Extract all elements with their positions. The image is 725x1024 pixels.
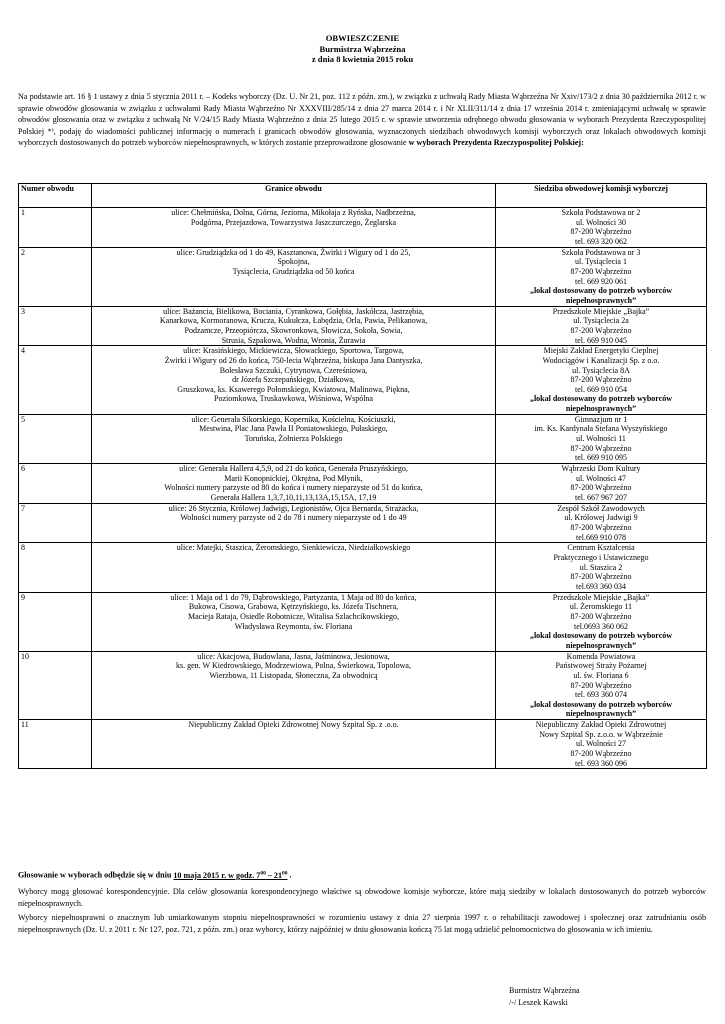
bounds-line: Bolesława Szczuki, Cytrynowa, Czereśniowa, [219, 365, 368, 375]
bounds-line: ulice: Generała Hallera 4,5,9, od 21 do końca, Generała Pruszyńskiego, [179, 464, 408, 474]
bounds-line: ulice: Akacjowa, Budowlana, Jasna, Jaśminowa, Jesionowa, [197, 651, 390, 661]
table-row [19, 651, 707, 720]
bounds-line: Niepubliczny Zakład Opieki Zdrowotnej Nowy Szpital Sp. z .o.o. [188, 720, 399, 730]
voting-dash: – 21 [265, 870, 282, 880]
seat-line: 87-200 Wąbrzeźno [570, 749, 632, 759]
seat-line: 87-200 Wąbrzeźno [570, 443, 632, 453]
table-row [19, 346, 707, 415]
notice-issuer: Burmistrza Wąbrzeźna [319, 43, 406, 54]
commission-seat [496, 414, 707, 463]
bounds-line: Toruńska, Żołnierza Polskiego [244, 434, 343, 444]
seat-line: tel.0693 360 062 [574, 621, 628, 631]
district-number: 5 [19, 414, 92, 463]
seat-line: ul. Staszica 2 [579, 562, 623, 572]
accessible-venue-note: „lokal dostosowany do potrzeb wyborców niepełnosprawnych” [529, 699, 673, 719]
bounds-line: Podzamcze, Przeopiórcza, Skowronkowa, Słowicza, Sokoła, Sowia, [184, 325, 403, 335]
seat-line: 87-200 Wąbrzeźno [570, 227, 632, 237]
seat-line: Przedszkole Miejskie „Bajka” [552, 592, 650, 602]
district-bounds [92, 543, 496, 592]
district-number: 7 [19, 503, 92, 543]
seat-line: ul. Wolności 27 [575, 739, 627, 749]
bounds-line: ulice: Bażancia, Bielikowa, Bociania, Cyrankowa, Gołębia, Jaskółcza, Jastrzębia, [163, 306, 424, 316]
bounds-line: ulice: Grudziądzka od 1 do 49, Kasztanowa, Żwirki i Wigury od 1 do 25, [176, 247, 411, 257]
bounds-line: ulice: 1 Maja od 1 do 79, Dąbrowskiego, Partyzanta, 1 Maja od 80 do końca, [170, 592, 417, 602]
table-row [19, 592, 707, 651]
seat-line: 87-200 Wąbrzeźno [570, 266, 632, 276]
bounds-line: ulice: 26 Stycznia, Królowej Jadwigi, Legionistów, Ojca Bernarda, Strażacka, [168, 503, 419, 513]
seat-line: tel.669 910 078 [576, 532, 626, 542]
district-bounds [92, 346, 496, 415]
district-bounds [92, 414, 496, 463]
seat-line: Komenda Powiatowa [566, 651, 636, 661]
voting-suffix: . [287, 870, 292, 880]
bounds-line: Marii Konopnickiej, Okrężna, Pod Młynik, [224, 473, 363, 483]
seat-line: Wąbrzeski Dom Kultury [561, 464, 641, 474]
table-row [19, 208, 707, 248]
signature-title: Burmistrz Wąbrzeźna [509, 986, 580, 995]
bounds-line: Mestwina, Plac Jana Pawła II Poniatowskiego, Pułaskiego, [199, 424, 388, 434]
table-row [19, 543, 707, 592]
bounds-line: ulice: Generała Sikorskiego, Kopernika, Kościelna, Kościuszki, [191, 414, 396, 424]
commission-seat [496, 543, 707, 592]
note-paragraph: Wyborcy niepełnosprawni o znacznym lub umiarkowanym stopniu niepełnosprawności w rozumieniu ustawy z dnia 27 sierpnia 1997 r. o rehabilitacji zawodowej i społecznej oraz zatrudnianiu osób niepełnosprawnych (Dz. U. z 2011 r. Nr 127, poz. 721, z późn. zm.) oraz wyborcy, którzy najpóźniej w dniu głosowania kończą 75 lat mogą udzielić pełnomocnictwa do głosowania w ich imieniu. [18, 913, 706, 934]
seat-line: Nowy Szpital Sp. z.o.o. w Wąbrzeźnie [539, 729, 663, 739]
bounds-line: Bukowa, Cisowa, Grabowa, Kętrzyńskiego, ks. Józefa Tischnera, [188, 602, 399, 612]
district-number: 2 [19, 247, 92, 306]
seat-line: im. Ks. Kardynała Stefana Wyszyńskiego [534, 424, 668, 434]
bounds-line: Wolności numery parzyste od 80 do końca i numery nieparzyste od 51 do końca, [164, 483, 423, 493]
district-bounds [92, 247, 496, 306]
bounds-line: Poziomkowa, Truskawkowa, Wiśniowa, Wspólna [214, 394, 373, 404]
districts-table [18, 183, 707, 769]
accessible-venue-note: „lokal dostosowany do potrzeb wyborców niepełnosprawnych” [529, 394, 673, 414]
district-number: 1 [19, 208, 92, 248]
district-bounds [92, 208, 496, 248]
seat-line: tel. 669 910 095 [575, 453, 627, 463]
seat-line: ul. Królowej Jadwigi 9 [564, 513, 638, 523]
seat-line: tel. 669 910 054 [575, 384, 627, 394]
bounds-line: Żwirki i Wigury od 26 do końca, 750-lecia Wąbrzeźna, biskupa Jana Dantyszka, [164, 355, 423, 365]
seat-line: ul. Tysiąclecia 1 [575, 257, 627, 267]
bounds-line: Tysiąclecia, Grudziądzka od 50 końca [232, 266, 355, 276]
seat-line: 87-200 Wąbrzeźno [570, 680, 632, 690]
seat-line: Niepubliczny Zakład Opieki Zdrowotnej [535, 720, 667, 730]
district-number: 4 [19, 346, 92, 415]
bounds-line: Strusia, Szpakowa, Wodna, Wronia, Żurawia [221, 335, 366, 345]
bounds-line: Podgórna, Przejazdowa, Towarzystwa Jaszczurczego, Żeglarska [190, 217, 397, 227]
table-row [19, 247, 707, 306]
voting-date-text: 10 maja 2015 r. w godz. 7 [173, 870, 261, 880]
seat-line: Gimnazjum nr 1 [574, 414, 628, 424]
table-row [19, 503, 707, 543]
commission-seat [496, 720, 707, 769]
bounds-line: Generała Hallera 1,3,7,10,11,13,13A,15,15A, 17,19 [210, 493, 377, 503]
commission-seat [496, 247, 707, 306]
bounds-line: Wolności numery parzyste od 2 do 78 i numery nieparzyste od 1 do 49 [180, 513, 407, 523]
note-paragraph: Wyborcy mogą głosować korespondencyjnie. Dla celów głosowania korespondencyjnego właściwe są obwodowe komisje wyborcze, które mają siedziby w lokalach dostosowanych do potrzeb wyborców niepełnosprawnych. [18, 887, 706, 908]
header-commission-seat: Siedziba obwodowej komisji wyborczej [496, 184, 707, 208]
intro-text: Na podstawie art. 16 § 1 ustawy z dnia 5 stycznia 2011 r. – Kodeks wyborczy (Dz. U. Nr 21, poz. 112 z późn. zm.), w związku z uchwałą Rady Miasta Wąbrzeźna Nr Xxiv/173/2 z dnia 30 października 2012 r. w sprawie obwodów głosowania w związku z uchwałami Rady Miasta Wąbrzeźno Nr XXXVIII/285/14 z dnia 27 marca 2014 r. i Nr XLII/311/14 z dnia 17 września 2014 r. zmieniającymi uchwałę w sprawie obwodów głosowania oraz w związku z uchwałą Nr V/24/15 Rady Miasta Wąbrzeźno z dnia 25 lutego 2015 r. w sprawie utworzenia odrębnego obwodu głosowania w wyborach Prezydenta Rzeczypospolitej Polskiej *⁾, podaję do wiadomości publicznej informację o numerach i granicach obwodów głosowania, wyznaczonych siedzibach obwodowych komisji wyborczych oraz lokalach obwodowych komisji wyborczych dostosowanych do potrzeb wyborców niepełnosprawnych, w których zostanie przeprowadzone głosowanie [18, 92, 706, 147]
seat-line: Zespół Szkół Zawodowych [557, 503, 645, 513]
seat-line: Praktycznego i Ustawicznego [553, 552, 649, 562]
seat-line: ul. św. Floriana 6 [573, 670, 629, 680]
seat-line: 87-200 Wąbrzeźno [570, 483, 632, 493]
commission-seat [496, 464, 707, 504]
seat-line: ul. Żeromskiego 11 [569, 602, 633, 612]
commission-seat [496, 346, 707, 415]
district-number: 8 [19, 543, 92, 592]
seat-line: Szkoła Podstawowa nr 2 [561, 208, 641, 217]
seat-line: tel. 667 967 207 [575, 493, 627, 503]
district-bounds [92, 503, 496, 543]
accessible-venue-note: „lokal dostosowany do potrzeb wyborców niepełnosprawnych” [529, 286, 673, 305]
seat-line: ul. Wolności 30 [575, 217, 627, 227]
bounds-line: Władysława Reymonta, św. Floriana [234, 621, 353, 631]
bounds-line: ulice: Krasińskiego, Mickiewicza, Słowackiego, Sportowa, Targowa, [183, 346, 404, 356]
voting-info [18, 870, 292, 880]
table-row [19, 306, 707, 346]
seat-line: 87-200 Wąbrzeźno [570, 611, 632, 621]
bounds-line: Kanarkowa, Kormoranowa, Krucza, Kukułcza, Łabędzia, Orla, Pawia, Pelikanowa, [159, 316, 428, 326]
seat-line: tel. 669 910 045 [575, 335, 627, 345]
bounds-line: dr Józefa Szczepańskiego, Działkowa, [232, 375, 355, 385]
table-row [19, 720, 707, 769]
bounds-line: ulice: Chełmińska, Dolna, Górna, Jeziorna, Mikołaja z Ryńska, Nadbrzeżna, [171, 208, 416, 217]
header-district-number: Numer obwodu [19, 184, 92, 208]
bounds-line: Macieja Rataja, Osiedle Robotnicze, Witalisa Szlachcikowskiego, [187, 611, 400, 621]
seat-line: ul. Wolności 11 [576, 434, 626, 444]
header-district-bounds: Granice obwodu [92, 184, 496, 208]
seat-line: ul. Tysiąclecia 2a [573, 316, 629, 326]
notice-date: z dnia 8 kwietnia 2015 roku [311, 54, 414, 64]
seat-line: tel. 693 360 096 [575, 758, 627, 768]
seat-line: Przedszkole Miejskie „Bajka” [552, 306, 650, 316]
district-number: 9 [19, 592, 92, 651]
bounds-line: ks. gen. W Kiedrowskiego, Modrzewiowa, Polna, Świerkowa, Topolowa, [176, 661, 411, 671]
seat-line: tel. 693 320 062 [575, 236, 627, 246]
seat-line: Szkoła Podstawowa nr 3 [561, 247, 641, 257]
seat-line: Miejski Zakład Energetyki Cieplnej [543, 346, 659, 356]
commission-seat [496, 503, 707, 543]
seat-line: tel. 693 360 074 [575, 690, 627, 700]
voting-end-minutes: 00 [282, 870, 288, 876]
bounds-line: Spokojna, [277, 257, 310, 267]
seat-line: ul. Tysiąclecia 8A [572, 365, 630, 375]
seat-line: ul. Wolności 47 [575, 473, 627, 483]
voting-prefix: Głosowanie w wyborach odbędzie się w dniu [18, 870, 174, 880]
intro-bold-text: w wyborach Prezydenta Rzeczypospolitej Polskiej: [408, 138, 584, 147]
seat-line: tel.693 360 034 [576, 581, 626, 591]
district-number: 11 [19, 720, 92, 769]
seat-line: tel. 669 920 061 [575, 276, 627, 286]
commission-seat [496, 306, 707, 346]
header [0, 33, 725, 65]
commission-seat [496, 208, 707, 248]
notes [18, 886, 706, 938]
bounds-line: ulice: Matejki, Staszica, Żeromskiego, Sienkiewicza, Niedziałkowskiego [176, 543, 411, 553]
seat-line: Państwowej Straży Pożarnej [555, 661, 647, 671]
seat-line: Wodociągów i Kanalizacji Sp. z o.o. [542, 355, 660, 365]
table-row [19, 414, 707, 463]
commission-seat [496, 592, 707, 651]
seat-line: 87-200 Wąbrzeźno [570, 375, 632, 385]
seat-line: 87-200 Wąbrzeźno [570, 523, 632, 532]
seat-line: 87-200 Wąbrzeźno [570, 325, 632, 335]
table-row [19, 464, 707, 504]
table-header-row [19, 184, 707, 208]
voting-start-minutes: 00 [260, 870, 266, 876]
signature [509, 985, 580, 1008]
district-number: 10 [19, 651, 92, 720]
bounds-line: Gruszkowa, ks. Ksawerego Połomskiego, Kwiatowa, Malinowa, Piękna, [177, 384, 410, 394]
district-bounds [92, 720, 496, 769]
signature-name: /-/ Leszek Kawski [509, 997, 568, 1007]
seat-line: 87-200 Wąbrzeźno [570, 572, 632, 582]
district-bounds [92, 651, 496, 720]
district-number: 6 [19, 464, 92, 504]
voting-date [173, 871, 287, 880]
table-body [19, 208, 707, 769]
district-number: 3 [19, 306, 92, 346]
bounds-line: Wierzbowa, 11 Listopada, Słoneczna, Za obwodnicą [209, 670, 378, 680]
district-bounds [92, 306, 496, 346]
district-bounds [92, 592, 496, 651]
commission-seat [496, 651, 707, 720]
district-bounds [92, 464, 496, 504]
accessible-venue-note: „lokal dostosowany do potrzeb wyborców niepełnosprawnych” [529, 631, 673, 650]
seat-line: Centrum Kształcenia [567, 543, 635, 553]
notice-title: OBWIESZCZENIE [325, 33, 400, 43]
intro-paragraph [18, 91, 706, 149]
